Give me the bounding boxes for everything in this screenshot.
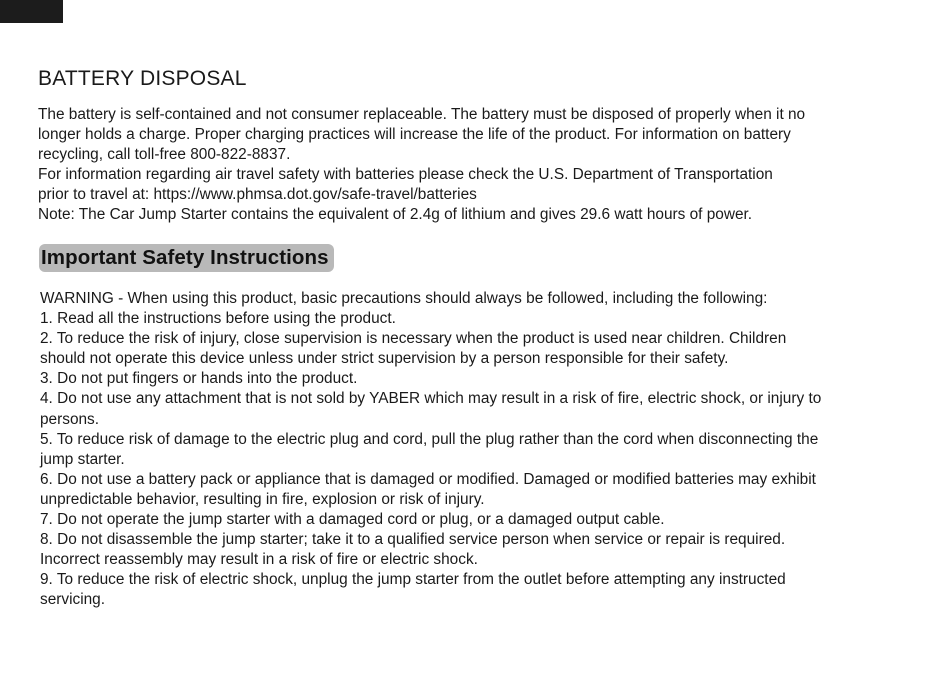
text-line: recycling, call toll-free 800-822-8837. bbox=[38, 146, 291, 164]
text-line: For information regarding air travel safety with batteries please check the U.S. Department of Transportation bbox=[38, 166, 773, 184]
text-line: longer holds a charge. Proper charging practices will increase the life of the product. For information on battery bbox=[38, 126, 791, 144]
instruction-line: 9. To reduce the risk of electric shock, unplug the jump starter from the outlet before attempting any instructed bbox=[40, 571, 786, 589]
warning-line: WARNING - When using this product, basic precautions should always be followed, including the following: bbox=[40, 290, 768, 307]
instruction-line: 2. To reduce the risk of injury, close supervision is necessary when the product is used near children. Children bbox=[40, 330, 787, 348]
instruction-line: 7. Do not operate the jump starter with a damaged cord or plug, or a damaged output cable. bbox=[40, 511, 665, 529]
text-line: Note: The Car Jump Starter contains the equivalent of 2.4g of lithium and gives 29.6 watt hours of power. bbox=[38, 206, 753, 224]
instruction-line: 6. Do not use a battery pack or appliance that is damaged or modified. Damaged or modified batteries may exhibit bbox=[40, 470, 816, 488]
instruction-line: Incorrect reassembly may result in a risk of fire or electric shock. bbox=[40, 551, 478, 569]
instruction-line: 3. Do not put fingers or hands into the product. bbox=[40, 370, 358, 388]
battery-disposal-heading: BATTERY DISPOSAL bbox=[38, 67, 247, 90]
page-corner-tab bbox=[0, 0, 63, 23]
safety-instructions-banner: Important Safety Instructions bbox=[39, 244, 334, 272]
safety-instructions-list bbox=[40, 289, 920, 611]
instruction-line: 8. Do not disassemble the jump starter; take it to a qualified service person when service or repair is required. bbox=[40, 531, 786, 549]
instruction-line: should not operate this device unless under strict supervision by a person responsible for their safety. bbox=[40, 350, 729, 368]
instruction-line: persons. bbox=[40, 410, 100, 428]
instruction-line: unpredictable behavior, resulting in fire, explosion or risk of injury. bbox=[40, 490, 485, 508]
instruction-line: servicing. bbox=[40, 591, 106, 609]
instruction-line: jump starter. bbox=[40, 450, 125, 468]
instruction-line: 5. To reduce risk of damage to the electric plug and cord, pull the plug rather than the cord when disconnecting the bbox=[40, 430, 819, 448]
battery-disposal-text bbox=[38, 105, 918, 226]
instruction-line: 1. Read all the instructions before using the product. bbox=[40, 310, 396, 328]
instruction-line: 4. Do not use any attachment that is not sold by YABER which may result in a risk of fire, electric shock, or injury to bbox=[40, 390, 822, 408]
text-line: prior to travel at: https://www.phmsa.dot.gov/safe-travel/batteries bbox=[38, 186, 477, 204]
text-line: The battery is self-contained and not consumer replaceable. The battery must be disposed of properly when it no bbox=[38, 106, 806, 123]
